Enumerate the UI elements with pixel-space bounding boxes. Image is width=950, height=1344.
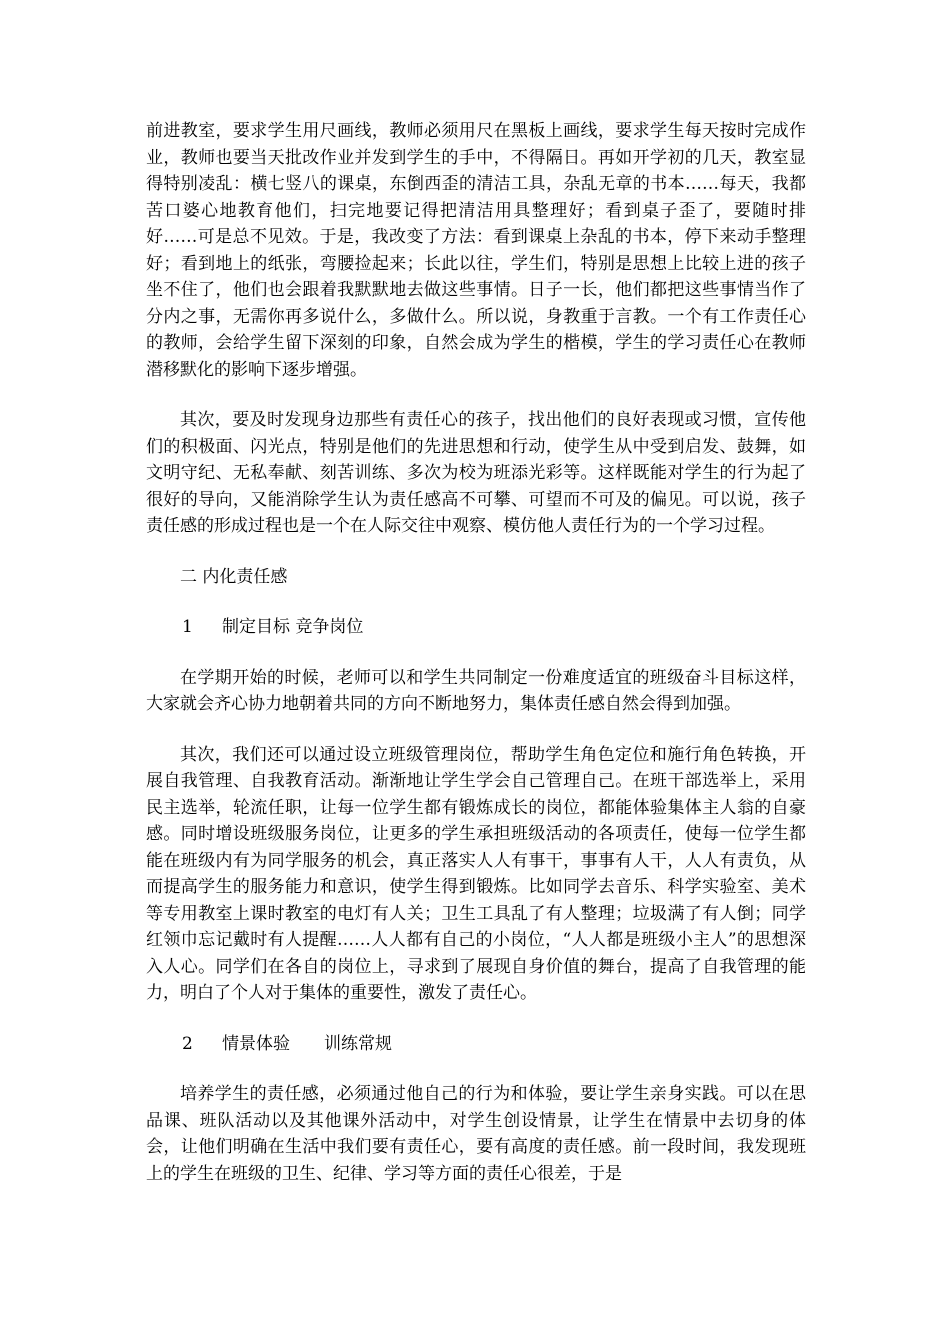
- subsection-heading-2: [146, 1031, 806, 1058]
- paragraph-5: 培养学生的责任感，必须通过他自己的行为和体验，要让学生亲身实践。可以在思品课、班队活动以及其他课外活动中，对学生创设情景，让学生在情景中去切身的体会，让他们明确在生活中我们要有责任心，要有高度的责任感。前一段时间，我发现班上的学生在班级的卫生、纪律、学习等方面的责任心很差，于是: [146, 1084, 806, 1184]
- section-heading-internalize: 二 内化责任感: [180, 566, 288, 587]
- subsection-number-1: 1: [182, 617, 193, 637]
- subsection-number-2: 2: [182, 1033, 193, 1054]
- subsection-heading-1: [146, 614, 806, 641]
- paragraph-3: 在学期开始的时候，老师可以和学生共同制定一份难度适宜的班级奋斗目标这样，大家就会齐心协力地朝着共同的方向不断地努力，集体责任感自然会得到加强。: [146, 667, 806, 714]
- subsection-title-2b: 训练常规: [324, 1033, 392, 1054]
- subsection-title-1a: 制定目标: [222, 617, 290, 637]
- paragraph-1: 前进教室，要求学生用尺画线，教师必须用尺在黑板上画线，要求学生每天按时完成作业，教师也要当天批改作业并发到学生的手中，不得隔日。再如开学初的几天，教室显得特别凌乱：横七竖八的课桌，东倒西歪的清洁工具，杂乱无章的书本……每天，我都苦口婆心地教育他们，扫完地要记得把清洁用具整理好；看到桌子歪了，要随时排好……可是总不见效。于是，我改变了方法：看到课桌上杂乱的书本，停下来动手整理好；看到地上的纸张，弯腰捡起来；长此以往，学生们，特别是思想上比较上进的孩子坐不住了，他们也会跟着我默默地去做这些事情。日子一长，他们都把这些事情当作了分内之事，无需你再多说什么，多做什么。所以说，身教重于言教。一个有工作责任心的教师，会给学生留下深刻的印象，自然会成为学生的楷模，学生的学习责任心在教师潜移默化的影响下逐步增强。: [146, 121, 806, 380]
- paragraph-2: 其次，要及时发现身边那些有责任心的孩子，找出他们的良好表现或习惯，宣传他们的积极面、闪光点，特别是他们的先进思想和行动，使学生从中受到启发、鼓舞，如文明守纪、无私奉献、刻苦训练、多次为校为班添光彩等。这样既能对学生的行为起了很好的导向，又能消除学生认为责任感高不可攀、可望而不可及的偏见。可以说，孩子责任感的形成过程也是一个在人际交往中观察、模仿他人责任行为的一个学习过程。: [146, 410, 806, 536]
- subsection-title-1b: 竞争岗位: [295, 617, 364, 637]
- document-body: [146, 118, 806, 1211]
- subsection-title-2a: 情景体验: [222, 1033, 290, 1054]
- paragraph-4: 其次，我们还可以通过设立班级管理岗位，帮助学生角色定位和施行角色转换，开展自我管理、自我教育活动。渐渐地让学生学会自己管理自己。在班干部选举上，采用民主选举，轮流任职，让每一位学生都有锻炼成长的岗位，都能体验集体主人翁的自豪感。同时增设班级服务岗位，让更多的学生承担班级活动的各项责任，使每一位学生都能在班级内有为同学服务的机会，真正落实人人有事干，事事有人干，人人有责负，从而提高学生的服务能力和意识，使学生得到锻炼。比如同学去音乐、科学实验室、美术等专用教室上课时教室的电灯有人关；卫生工具乱了有人整理；垃圾满了有人倒；同学红领巾忘记戴时有人提醒……人人都有自己的小岗位，“人人都是班级小主人”的思想深入人心。同学们在各自的岗位上，寻求到了展现自身价值的舞台，提高了自我管理的能力，明白了个人对于集体的重要性，激发了责任心。: [146, 744, 806, 1003]
